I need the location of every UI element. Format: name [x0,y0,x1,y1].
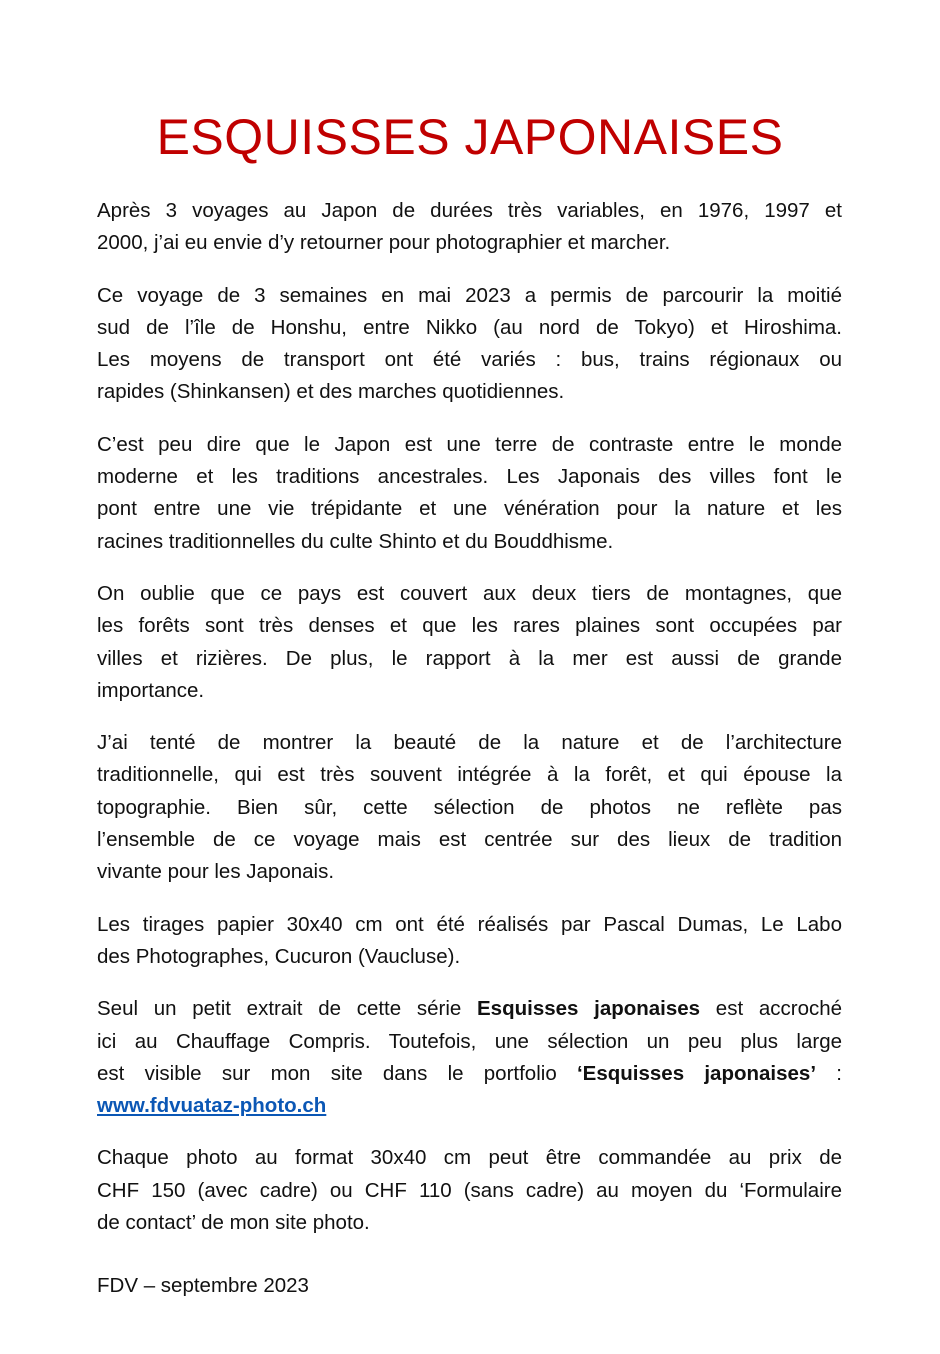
text-segment: villes et rizières. De plus, le rapport à la mer est aussi de grande [97,646,842,670]
text-segment: vivante pour les Japonais. [97,860,335,884]
text-line [97,759,842,791]
paragraph [97,578,842,707]
text-line [97,1058,842,1090]
text-line [97,461,842,493]
text-segment: topographie. Bien sûr, cette sélection de photos ne reflète pas [97,795,842,819]
text-segment: On oublie que ce pays est couvert aux deux tiers de montagnes, que [97,581,842,605]
text-segment: traditionnelle, qui est très souvent intégrée à la forêt, et qui épouse la [97,763,842,787]
text-segment: 2000, j’ai eu envie d’y retourner pour photographier et marcher. [97,231,671,255]
text-segment: Chaque photo au format 30x40 cm peut être commandée au prix de [97,1146,842,1170]
text-line [97,1026,842,1058]
text-segment: pont entre une vie trépidante et une vénération pour la nature et les [97,497,842,521]
text-line [97,1207,842,1239]
text-line [97,824,842,856]
text-line [97,429,842,461]
paragraph [97,429,842,558]
bold-text: ‘Esquisses japonaises’ [576,1061,817,1085]
text-line [97,280,842,312]
website-link[interactable]: www.fdvuataz-photo.ch [97,1094,327,1118]
paragraph [97,1142,842,1239]
text-line [97,1142,842,1174]
text-segment: C’est peu dire que le Japon est une terre de contraste entre le monde [97,432,842,456]
text-segment: l’ensemble de ce voyage mais est centrée sur des lieux de tradition [97,828,842,852]
text-line [97,312,842,344]
paragraph [97,993,842,1122]
text-line [97,1090,842,1122]
document-body [97,195,842,1259]
text-line [97,227,842,259]
text-segment: J’ai tenté de montrer la beauté de la nature et de l’architecture [97,731,842,755]
text-line [97,941,842,973]
text-segment: Seul un petit extrait de cette série [97,997,477,1021]
paragraph [97,909,842,974]
text-line [97,344,842,376]
paragraph [97,727,842,888]
text-segment: rapides (Shinkansen) et des marches quotidiennes. [97,380,565,404]
paragraph [97,195,842,260]
text-segment: : [816,1061,842,1085]
text-line [97,993,842,1025]
text-line [97,909,842,941]
text-line [97,610,842,642]
text-line [97,643,842,675]
text-segment: les forêts sont très denses et que les rares plaines sont occupées par [97,614,842,638]
text-line [97,493,842,525]
text-segment: ici au Chauffage Compris. Toutefois, une sélection un peu plus large [97,1029,842,1053]
text-segment: racines traditionnelles du culte Shinto et du Bouddhisme. [97,529,614,553]
text-segment: des Photographes, Cucuron (Vaucluse). [97,944,461,968]
text-segment: est accroché [700,997,843,1021]
bold-text: Esquisses japonaises [477,997,701,1021]
text-segment: est visible sur mon site dans le portfolio [97,1061,577,1085]
text-line [97,578,842,610]
text-segment: Les moyens de transport ont été variés : bus, trains régionaux ou [97,348,842,372]
text-segment: sud de l’île de Honshu, entre Nikko (au nord de Tokyo) et Hiroshima. [97,315,842,339]
text-segment: CHF 150 (avec cadre) ou CHF 110 (sans cadre) au moyen du ‘Formulaire [97,1178,842,1202]
text-line [97,526,842,558]
signature: FDV – septembre 2023 [97,1274,309,1297]
text-segment: Ce voyage de 3 semaines en mai 2023 a permis de parcourir la moitié [97,283,842,307]
text-line [97,376,842,408]
text-segment: Après 3 voyages au Japon de durées très variables, en 1976, 1997 et [97,199,842,222]
text-line [97,1175,842,1207]
text-segment: Les tirages papier 30x40 cm ont été réalisés par Pascal Dumas, Le Labo [97,912,842,936]
text-line [97,792,842,824]
page-title: ESQUISSES JAPONAISES [156,109,784,165]
text-line [97,675,842,707]
text-line [97,195,842,227]
text-line [97,727,842,759]
text-line [97,856,842,888]
paragraph [97,280,842,409]
text-segment: moderne et les traditions ancestrales. Les Japonais des villes font le [97,465,842,489]
text-segment: importance. [97,678,205,702]
text-segment: de contact’ de mon site photo. [97,1211,370,1235]
